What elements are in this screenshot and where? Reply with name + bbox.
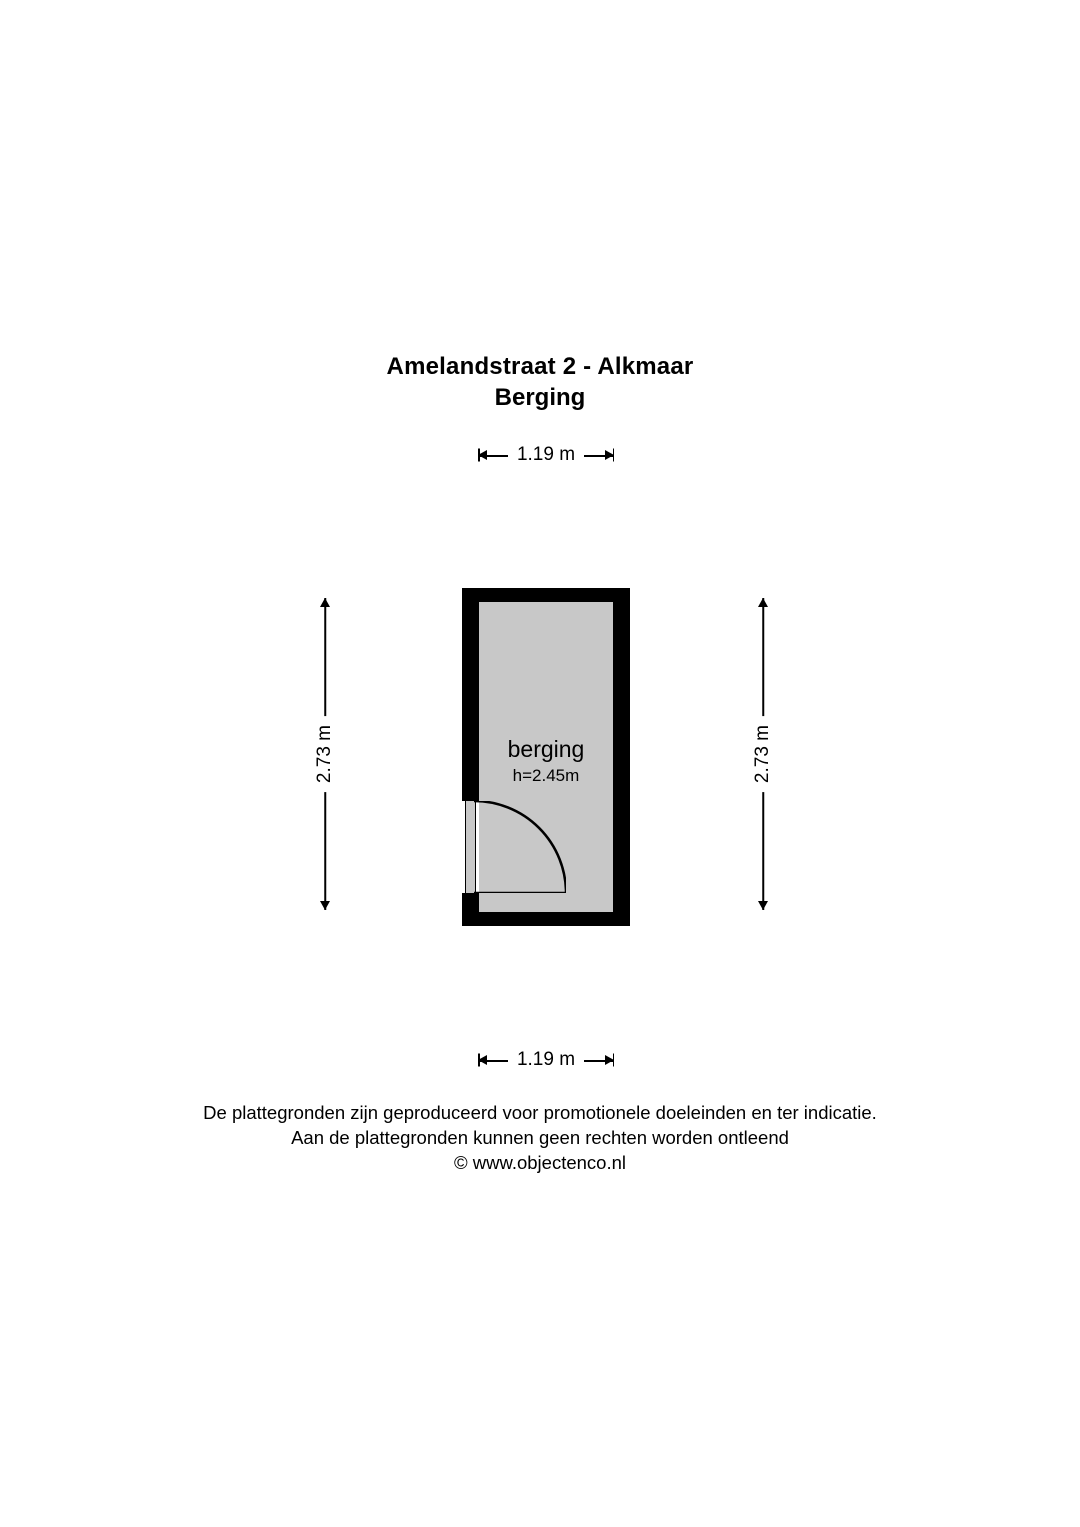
- disclaimer-line-2: Aan de plattegronden kunnen geen rechten worden ontleend: [291, 1127, 789, 1148]
- dimension-top-width: [478, 443, 614, 467]
- dimension-tick-right: [613, 449, 615, 462]
- disclaimer-line-1: De plattegronden zijn geproduceerd voor promotionele doeleinden en ter indicatie.: [203, 1102, 877, 1123]
- dimension-right-height: [750, 598, 776, 910]
- disclaimer-footer: [0, 1100, 1080, 1175]
- room-height-label: h=2.45m: [512, 766, 580, 785]
- arrow-up-icon: [758, 598, 768, 607]
- room-name-label: berging: [507, 736, 585, 762]
- door-swing-arc: [474, 801, 566, 893]
- dimension-top-width-label: 1.19 m: [508, 444, 584, 466]
- floor-plan-drawing: [462, 588, 630, 926]
- dimension-right-height-label: 2.73 m: [752, 716, 774, 792]
- dimension-bottom-width: [478, 1048, 614, 1072]
- dimension-tick-right: [613, 1054, 615, 1067]
- page-title: [0, 352, 1080, 414]
- arrow-down-icon: [758, 901, 768, 910]
- copyright-line: © www.objectenco.nl: [454, 1152, 626, 1173]
- arrow-up-icon: [320, 598, 330, 607]
- property-address: Amelandstraat 2 - Alkmaar: [386, 353, 694, 380]
- arrow-down-icon: [320, 901, 330, 910]
- dimension-left-height-label: 2.73 m: [314, 716, 336, 792]
- dimension-bottom-width-label: 1.19 m: [508, 1049, 584, 1071]
- floor-name: Berging: [494, 384, 586, 411]
- dimension-tick-left: [478, 449, 480, 462]
- dimension-tick-left: [478, 1054, 480, 1067]
- dimension-left-height: [312, 598, 338, 910]
